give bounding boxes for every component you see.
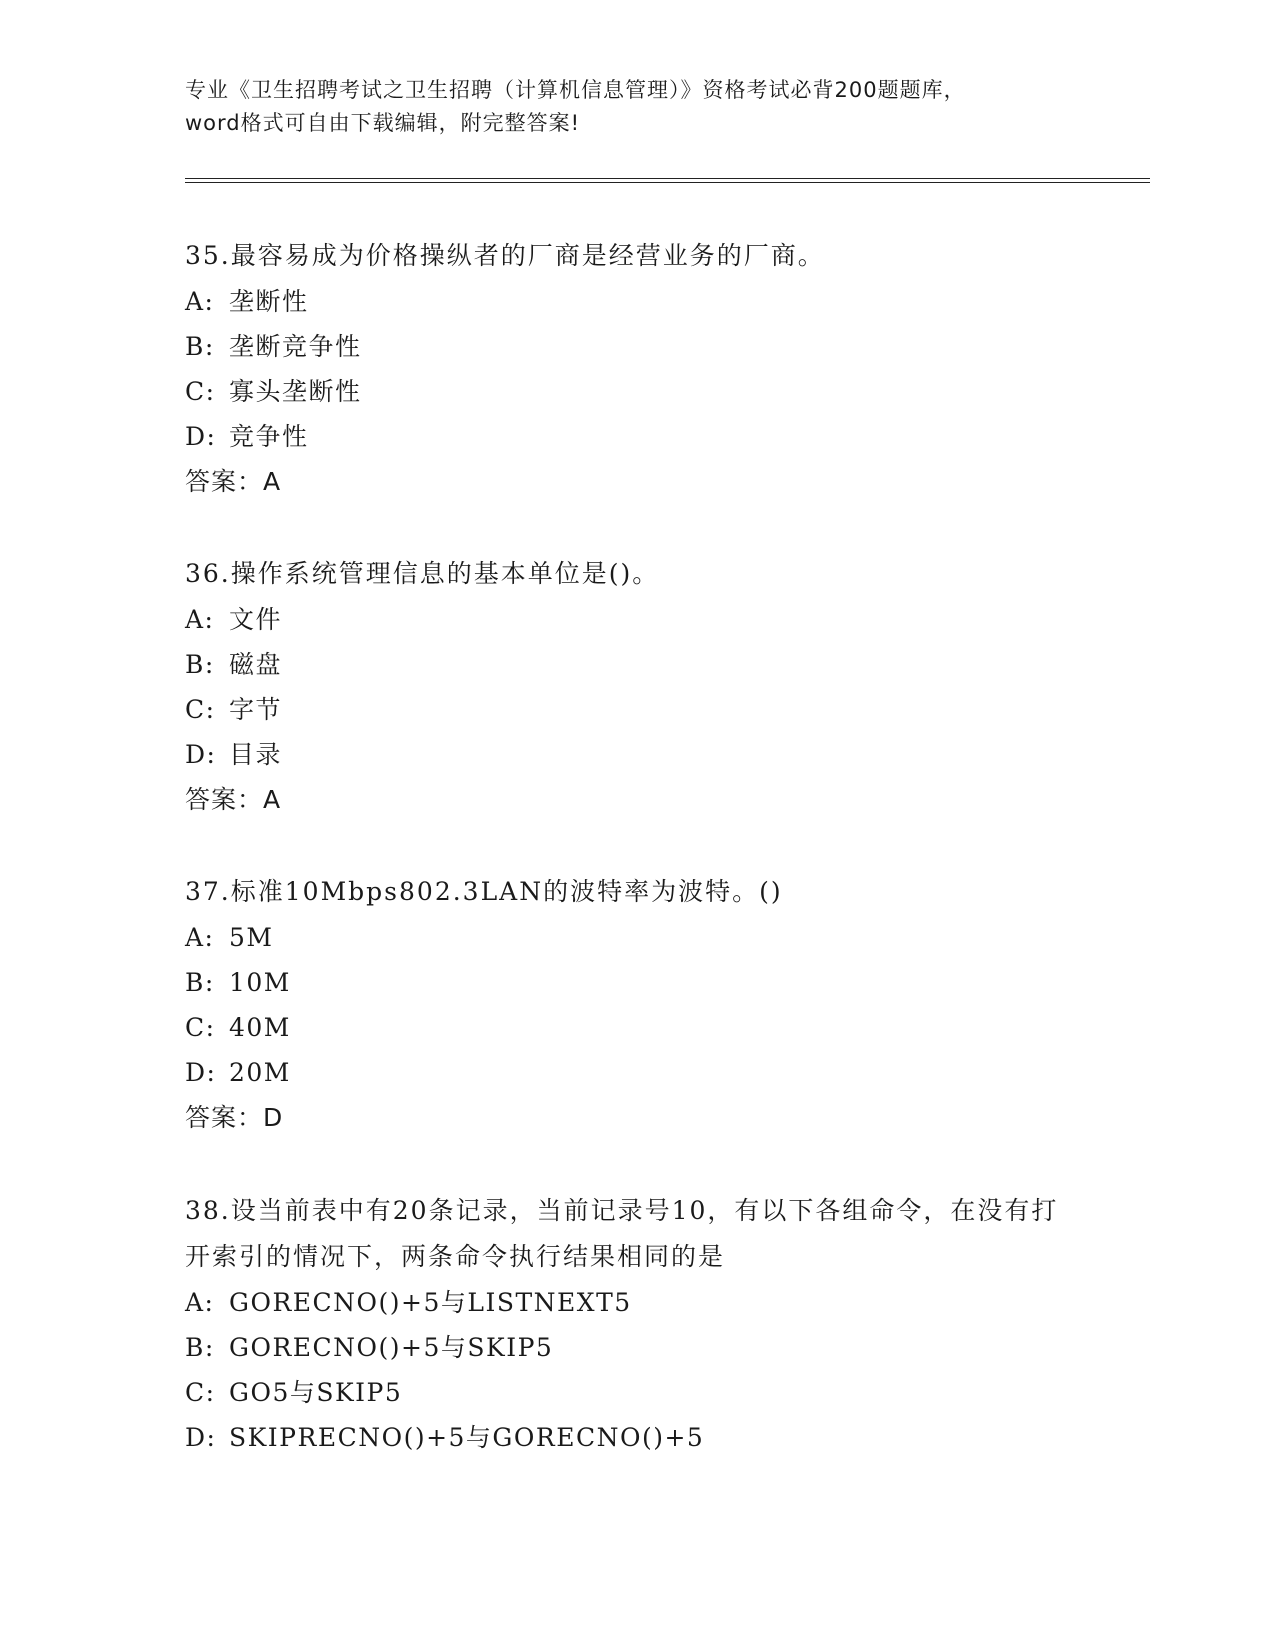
option-a	[185, 597, 1085, 642]
option-letter: D:	[185, 1058, 217, 1087]
option-text: GORECNO()+5与LISTNEXT5	[229, 1288, 632, 1317]
question-text: 37.标准10Mbps802.3LAN的波特率为波特。()	[185, 877, 783, 906]
option-letter: B:	[185, 968, 215, 997]
question-text: 36.操作系统管理信息的基本单位是()。	[185, 559, 660, 588]
header-divider-bottom	[185, 182, 1150, 183]
option-letter: A:	[185, 605, 215, 634]
answer-line: 答案：D	[185, 1103, 284, 1132]
question-text: 35.最容易成为价格操纵者的厂商是经营业务的厂商。	[185, 241, 825, 270]
option-c	[185, 1005, 1085, 1050]
option-letter: A:	[185, 923, 215, 952]
option-letter: D:	[185, 422, 217, 451]
option-b	[185, 960, 1085, 1005]
option-text: GORECNO()+5与SKIP5	[229, 1333, 554, 1362]
option-a	[185, 279, 1085, 324]
option-text: 磁盘	[229, 650, 283, 679]
option-text: 垄断竞争性	[229, 332, 362, 361]
option-b	[185, 1325, 1085, 1370]
header-line-2: word格式可自由下载编辑，附完整答案!	[185, 111, 581, 135]
option-letter: B:	[185, 650, 215, 679]
option-letter: D:	[185, 740, 217, 769]
option-text: 字节	[229, 695, 283, 724]
option-a	[185, 915, 1085, 960]
option-text: GO5与SKIP5	[229, 1378, 403, 1407]
option-c	[185, 687, 1085, 732]
question-text: 38.设当前表中有20条记录，当前记录号10，有以下各组命令，在没有打开索引的情况下，两条命令执行结果相同的是	[185, 1196, 1059, 1271]
question-38	[185, 1188, 1085, 1460]
header-divider-top	[185, 178, 1150, 179]
option-text: 40M	[229, 1013, 291, 1042]
option-letter: A:	[185, 1288, 215, 1317]
answer-line: 答案：A	[185, 467, 282, 496]
option-letter: C:	[185, 377, 216, 406]
option-text: 文件	[229, 605, 283, 634]
question-37	[185, 869, 1085, 1141]
question-35	[185, 233, 1085, 505]
document-header	[185, 74, 1085, 140]
option-d	[185, 732, 1085, 777]
option-letter: B:	[185, 332, 215, 361]
option-text: SKIPRECNO()+5与GORECNO()+5	[229, 1423, 705, 1452]
option-text: 寡头垄断性	[229, 377, 362, 406]
option-letter: C:	[185, 1378, 216, 1407]
header-line-1: 专业《卫生招聘考试之卫生招聘（计算机信息管理）》资格考试必背200题题库，	[185, 78, 966, 102]
answer-line: 答案：A	[185, 785, 282, 814]
option-text: 10M	[229, 968, 291, 997]
option-letter: B:	[185, 1333, 215, 1362]
option-c	[185, 1370, 1085, 1415]
option-letter: C:	[185, 1013, 216, 1042]
option-letter: D:	[185, 1423, 217, 1452]
option-b	[185, 642, 1085, 687]
option-text: 20M	[229, 1058, 291, 1087]
option-text: 目录	[229, 740, 283, 769]
option-text: 5M	[229, 923, 274, 952]
option-d	[185, 414, 1085, 459]
option-d	[185, 1415, 1085, 1460]
option-b	[185, 324, 1085, 369]
option-letter: A:	[185, 287, 215, 316]
option-d	[185, 1050, 1085, 1095]
option-text: 垄断性	[229, 287, 309, 316]
option-a	[185, 1280, 1085, 1325]
option-letter: C:	[185, 695, 216, 724]
question-36	[185, 551, 1085, 823]
option-c	[185, 369, 1085, 414]
option-text: 竞争性	[229, 422, 309, 451]
